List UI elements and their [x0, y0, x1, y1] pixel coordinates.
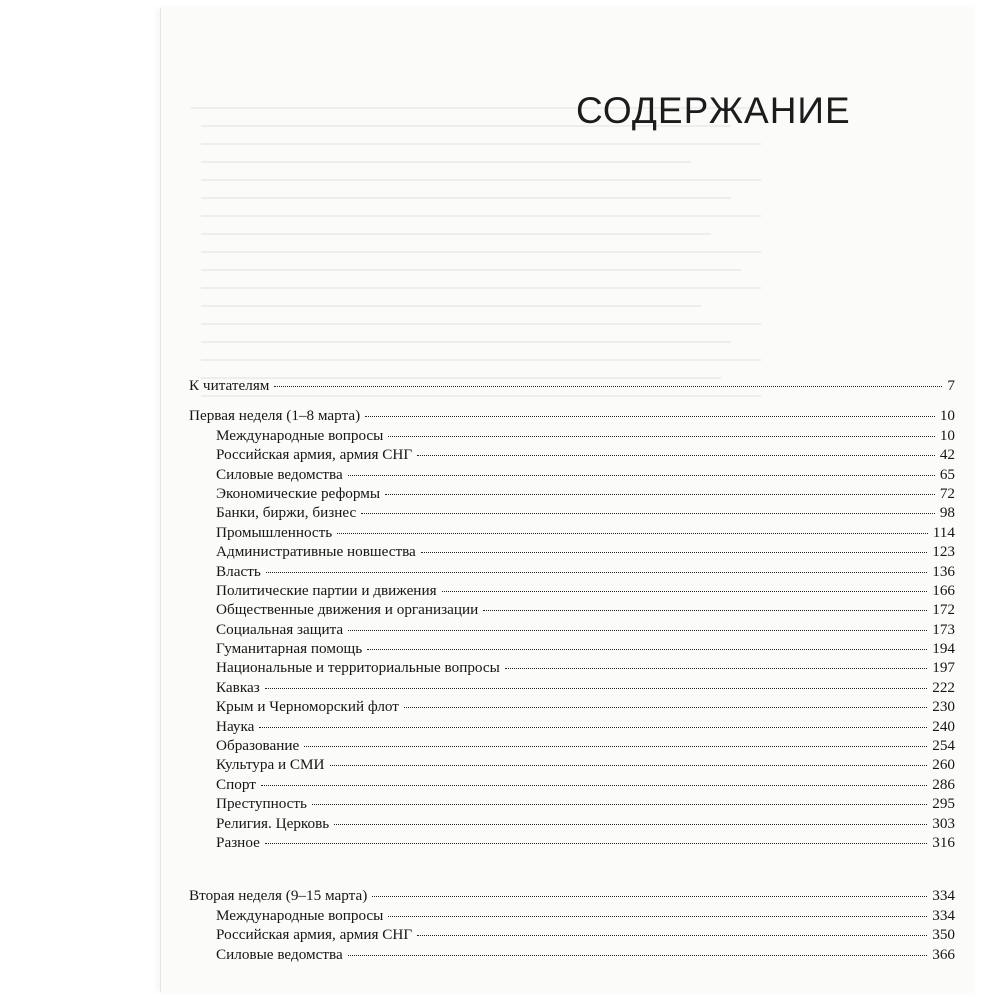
toc-entry-page: 260 [932, 756, 955, 774]
toc-entry[interactable] [189, 581, 955, 600]
toc-entry-label: Образование [216, 737, 300, 755]
toc-entry-label: Религия. Церковь [216, 814, 330, 832]
toc-entry[interactable] [189, 542, 955, 561]
toc-entry-label: Власть [216, 562, 261, 580]
dot-leader [421, 552, 927, 553]
toc-entry[interactable] [189, 620, 955, 639]
toc-entry-page: 366 [932, 945, 955, 963]
toc-entry-page: 7 [947, 377, 955, 394]
dot-leader [442, 591, 928, 592]
toc-entry[interactable] [189, 445, 955, 464]
toc-section-week-2[interactable] [189, 886, 955, 905]
toc-section-label: Вторая неделя (9–15 марта) [189, 887, 368, 905]
toc-entry-label: Преступность [216, 795, 307, 813]
dot-leader [385, 494, 935, 495]
dot-leader [348, 955, 928, 956]
toc-entry-label: К читателям [189, 377, 270, 394]
toc-entry[interactable] [189, 484, 955, 503]
toc-entry[interactable] [189, 794, 955, 813]
toc-entry-page: 194 [932, 640, 955, 658]
dot-leader [361, 513, 935, 514]
page-title: СОДЕРЖАНИЕ [576, 90, 851, 131]
dot-leader [265, 688, 927, 689]
toc-entry-label: Российская армия, армия СНГ [216, 926, 413, 944]
toc-entry[interactable] [189, 717, 955, 736]
toc-entry-label: Кавказ [216, 678, 260, 696]
toc-entry-page: 166 [932, 581, 955, 599]
toc-entry-label: Наука [216, 717, 255, 735]
toc-entry[interactable] [189, 562, 955, 581]
toc-entry-label: Культура и СМИ [216, 756, 325, 774]
dot-leader [334, 824, 927, 825]
toc-entry[interactable] [189, 833, 955, 852]
toc-entry-label: Банки, биржи, бизнес [216, 504, 357, 522]
toc-entry[interactable] [189, 523, 955, 542]
toc-entry[interactable] [189, 678, 955, 697]
book-page [160, 8, 975, 992]
dot-leader [337, 533, 928, 534]
toc-entry-label: Политические партии и движения [216, 581, 437, 599]
toc-entry-page: 334 [932, 906, 955, 924]
dot-leader [372, 896, 927, 897]
toc-entry-page: 303 [932, 814, 955, 832]
dot-leader [404, 707, 927, 708]
toc-entry[interactable] [189, 755, 955, 774]
toc-section-page: 10 [939, 407, 955, 425]
toc-entry[interactable] [189, 658, 955, 677]
dot-leader [367, 649, 927, 650]
toc-entry-page: 230 [932, 698, 955, 716]
toc-entry[interactable] [189, 426, 955, 445]
toc-entry-page: 295 [932, 795, 955, 813]
dot-leader [265, 843, 927, 844]
toc-entry[interactable] [189, 925, 955, 944]
toc-entry-label: Экономические реформы [216, 484, 381, 502]
toc-entry[interactable] [189, 736, 955, 755]
toc-entry[interactable] [189, 775, 955, 794]
toc-entry-page: 286 [932, 775, 955, 793]
toc-section-week-1[interactable] [189, 406, 955, 425]
spacer [189, 395, 955, 406]
toc-entry-label: Международные вопросы [216, 906, 384, 924]
toc-entry[interactable] [189, 814, 955, 833]
toc-entry-page: 172 [932, 601, 955, 619]
toc-entry-label: Силовые ведомства [216, 945, 343, 963]
toc-entry-label: Силовые ведомства [216, 465, 343, 483]
toc-entry-label: Разное [216, 833, 260, 851]
toc-entry-label: Общественные движения и организации [216, 601, 479, 619]
dot-leader [274, 386, 942, 387]
toc-entry-page: 10 [939, 426, 955, 444]
dot-leader [365, 416, 935, 417]
toc-entry-label: Социальная защита [216, 620, 344, 638]
toc-entry-label: Международные вопросы [216, 426, 384, 444]
toc-entry-label: Национальные и территориальные вопросы [216, 659, 500, 677]
toc-entry-page: 222 [932, 678, 955, 696]
toc-entry-label: Российская армия, армия СНГ [216, 446, 413, 464]
dot-leader [259, 727, 927, 728]
toc-entry-page: 173 [932, 620, 955, 638]
dot-leader [417, 455, 935, 456]
toc-entry[interactable] [189, 503, 955, 522]
toc-entry-page: 136 [932, 562, 955, 580]
dot-leader [348, 475, 935, 476]
toc-entry-page: 72 [939, 484, 955, 502]
toc-entry-page: 240 [932, 717, 955, 735]
toc-entry-page: 316 [932, 833, 955, 851]
toc-entry-page: 114 [932, 523, 955, 541]
toc-entry[interactable] [189, 906, 955, 925]
dot-leader [261, 785, 927, 786]
table-of-contents [189, 376, 955, 964]
toc-entry-page: 350 [932, 926, 955, 944]
toc-entry-page: 65 [939, 465, 955, 483]
toc-entry[interactable] [189, 945, 955, 964]
dot-leader [417, 935, 927, 936]
dot-leader [348, 630, 927, 631]
dot-leader [388, 916, 927, 917]
dot-leader [312, 804, 927, 805]
toc-entry-label: Спорт [216, 775, 256, 793]
toc-entry[interactable] [189, 465, 955, 484]
toc-section-label: Первая неделя (1–8 марта) [189, 407, 361, 425]
toc-entry-page: 254 [932, 737, 955, 755]
dot-leader [330, 765, 928, 766]
spacer [189, 852, 955, 886]
toc-entry[interactable] [189, 697, 955, 716]
dot-leader [483, 610, 927, 611]
toc-entry[interactable] [189, 639, 955, 658]
toc-entry-label: Крым и Черноморский флот [216, 698, 399, 716]
toc-entry-page: 123 [932, 543, 955, 561]
toc-entry[interactable] [189, 600, 955, 619]
toc-entry-page: 98 [939, 504, 955, 522]
dot-leader [505, 668, 927, 669]
toc-entry-page: 197 [932, 659, 955, 677]
toc-entry-intro[interactable] [189, 376, 955, 395]
dot-leader [388, 436, 934, 437]
toc-entry-label: Промышленность [216, 523, 333, 541]
toc-entry-label: Гуманитарная помощь [216, 640, 363, 658]
toc-entry-label: Административные новшества [216, 543, 416, 561]
toc-section-page: 334 [932, 887, 955, 905]
dot-leader [304, 746, 927, 747]
dot-leader [266, 572, 927, 573]
toc-entry-page: 42 [939, 446, 955, 464]
